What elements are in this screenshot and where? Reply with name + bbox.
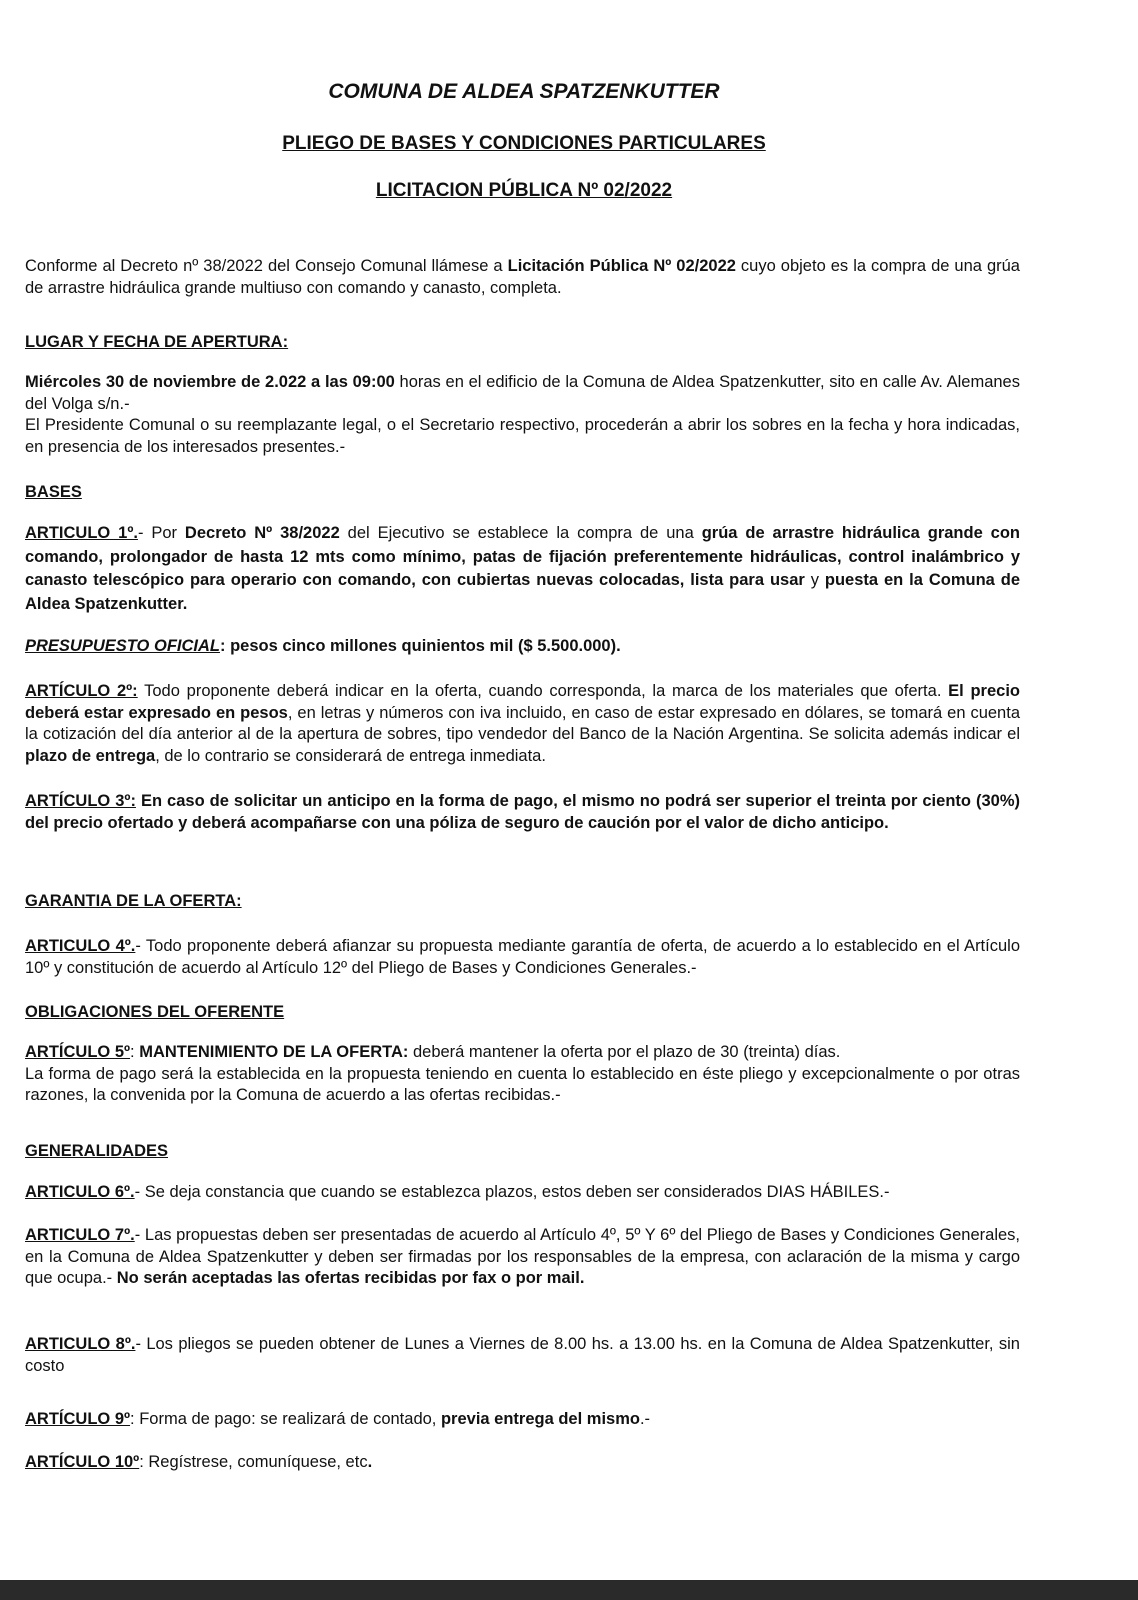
article-2-text-2: , en letras y números con iva incluido, en caso de estar expresado en dólares, se tomará en cuenta la cotización del día anterior al de la apertura de sobres, tipo vendedor del Banco de la Nación Argentina. Se solicita además indicar el [25, 703, 1020, 743]
article-2 [25, 681, 1020, 767]
article-1-label: ARTICULO 1º. [25, 524, 138, 542]
article-4-label: ARTICULO 4º. [25, 937, 136, 955]
article-9 [25, 1409, 1020, 1431]
article-2-delivery-bold: plazo de entrega [25, 746, 156, 765]
article-5-text: deberá mantener la oferta por el plazo de 30 (treinta) días. [408, 1043, 841, 1061]
article-9-bold: previa entrega del mismo [440, 1410, 640, 1428]
heading-garantia: GARANTIA DE LA OFERTA: [25, 892, 242, 910]
intro-object-text: cuyo objeto es la compra de una grúa de arrastre hidráulica grande multiuso con comando y canasto, completa. [25, 257, 1020, 297]
article-8 [25, 1334, 1020, 1377]
official-budget [25, 636, 1020, 658]
article-1-text-3: y [804, 571, 825, 589]
article-5 [25, 1042, 1020, 1107]
article-10-period: . [367, 1453, 373, 1471]
article-7 [25, 1225, 1020, 1290]
article-6-label: ARTICULO 6º. [25, 1183, 135, 1201]
article-7-text: - Las propuestas deben ser presentadas de acuerdo al Artículo 4º, 5º Y 6º del Pliego de Bases y Condiciones Generales, en la Comuna de Aldea Spatzenkutter y deben ser firmadas por los responsables de la empresa, con aclaración de la misma y cargo que ocupa.- [25, 1226, 1020, 1287]
document-title: PLIEGO DE BASES Y CONDICIONES PARTICULARES [282, 133, 766, 154]
article-7-label: ARTICULO 7º. [25, 1226, 135, 1244]
intro-tender-bold: Licitación Pública Nº 02/2022 [507, 257, 736, 275]
article-1-decree: Decreto Nº 38/2022 [184, 524, 340, 542]
article-3-text: En caso de solicitar un anticipo en la forma de pago, el mismo no podrá ser superior el treinta por ciento (30%) del precio ofertado y deberá acompañarse con una póliza de seguro de caución por el valor de dicho anticipo. [25, 792, 1020, 832]
article-8-label: ARTICULO 8º. [25, 1335, 136, 1353]
article-9-end: .- [639, 1410, 651, 1428]
article-7-bold: No serán aceptadas las ofertas recibidas por fax o por mail. [116, 1269, 585, 1287]
article-1-text-2: del Ejecutivo se establece la compra de una [339, 524, 702, 542]
intro-text: Conforme al Decreto nº 38/2022 del Consejo Comunal llámese a [25, 257, 508, 275]
article-10 [25, 1452, 1020, 1474]
entity-title: COMUNA DE ALDEA SPATZENKUTTER [328, 80, 720, 103]
article-1-text: - Por [137, 524, 185, 542]
article-6 [25, 1182, 1020, 1204]
heading-generalidades: GENERALIDADES [25, 1142, 169, 1160]
article-10-text: : Regístrese, comuníquese, etc [139, 1453, 368, 1471]
article-4-text: - Todo proponente deberá afianzar su propuesta mediante garantía de oferta, de acuerdo a lo establecido en el Artículo 10º y constitución de acuerdo al Artículo 12º del Pliego de Bases y Condiciones Generales.- [25, 937, 1020, 977]
article-3 [25, 791, 1020, 834]
article-1 [25, 522, 1020, 616]
official-budget-label: PRESUPUESTO OFICIAL [25, 637, 220, 655]
article-1-delivery: puesta en la Comuna de Aldea Spatzenkutter. [25, 571, 1020, 613]
article-5-colon: : [130, 1043, 140, 1061]
article-10-label: ARTÍCULO 10º [25, 1453, 140, 1471]
heading-bases: BASES [25, 483, 82, 501]
article-2-text: Todo proponente deberá indicar en la oferta, cuando corresponda, la marca de los materiales que oferta. [137, 682, 949, 700]
opening-place-text: horas en el edificio de la Comuna de Aldea Spatzenkutter, sito en calle Av. Alemanes del Volga s/n.- [25, 373, 1020, 413]
lugar-paragraph [25, 372, 1020, 458]
article-1-item-description: grúa de arrastre hidráulica grande con comando, prolongador de hasta 12 mts como mínimo, patas de fijación preferentemente hidráulicas, control inalámbrico y canasto telescópico para operario con comando, con cubiertas nuevas colocadas, lista para usar [25, 524, 1020, 589]
article-2-text-3: , de lo contrario se considerará de entrega inmediata. [155, 746, 546, 765]
heading-obligaciones: OBLIGACIONES DEL OFERENTE [25, 1003, 285, 1021]
intro-paragraph [25, 256, 1020, 299]
article-9-text: : Forma de pago: se realizará de contado, [130, 1410, 441, 1428]
article-2-price-bold: El precio deberá estar expresado en pesos [25, 682, 1020, 722]
article-5-label: ARTÍCULO 5º [25, 1043, 131, 1061]
article-8-text: - Los pliegos se pueden obtener de Lunes a Viernes de 8.00 hs. a 13.00 hs. en la Comuna de Aldea Spatzenkutter, sin costo [25, 1335, 1020, 1375]
heading-lugar-fecha: LUGAR Y FECHA DE APERTURA: [25, 333, 289, 351]
bottom-edge-bar [0, 1580, 1138, 1600]
official-budget-amount: : pesos cinco millones quinientos mil ($ 5.500.000). [219, 637, 621, 655]
article-6-text: - Se deja constancia que cuando se establezca plazos, estos deben ser considerados DIAS HÁBILES.- [134, 1183, 890, 1201]
article-3-label: ARTÍCULO 3º: [25, 792, 136, 810]
article-4 [25, 936, 1020, 979]
article-9-label: ARTÍCULO 9º [25, 1410, 131, 1428]
article-5-bold: MANTENIMIENTO DE LA OFERTA: [139, 1043, 409, 1061]
opening-date: Miércoles 30 de noviembre de 2.022 a las 09:00 [25, 373, 395, 391]
opening-procedure-text: El Presidente Comunal o su reemplazante legal, o el Secretario respectivo, procederán a abrir los sobres en la fecha y hora indicadas, en presencia de los interesados presentes.- [25, 416, 1020, 456]
article-5-payment-text: La forma de pago será la establecida en la propuesta teniendo en cuenta lo establecido en éste pliego y excepcionalmente o por otras razones, la convenida por la Comuna de acuerdo a las ofertas recibidas.- [25, 1064, 1020, 1104]
tender-number: LICITACION PÚBLICA Nº 02/2022 [375, 180, 673, 201]
article-2-label: ARTÍCULO 2º: [25, 682, 138, 700]
